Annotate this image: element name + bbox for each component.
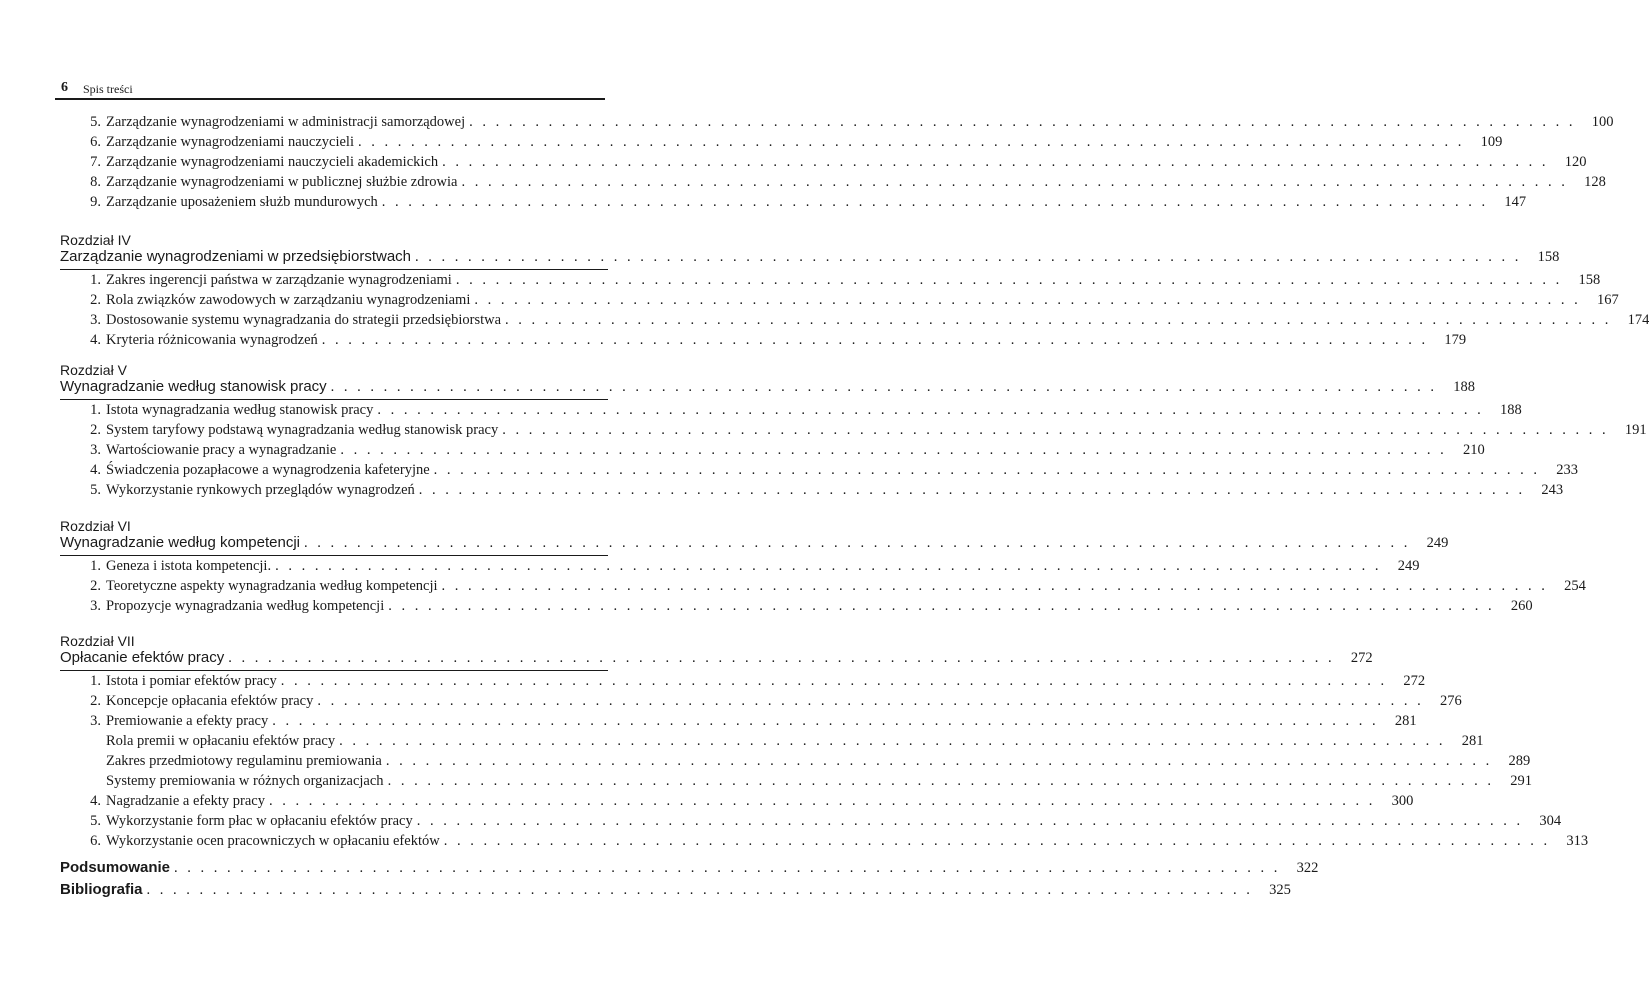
dot-leader: . . . . . . . . . . . . . . . . . . . . . . . . . . . . . . . . . . . . . . . . . . . . . . . . . . . . . . . . . . . . . . . . . . . . . . . . . . . . . . . . . . . .	[418, 482, 1526, 498]
entry-title: Istota wynagradzania według stanowisk pracy	[106, 402, 374, 418]
entry-page-number: 179	[1444, 332, 1467, 348]
entry-page-number: 174	[1627, 312, 1649, 328]
entry-page-number: 167	[1597, 292, 1619, 308]
entry-page-number: 243	[1541, 482, 1564, 498]
entry-title: Zarządzanie wynagrodzeniami nauczycieli akademickich	[106, 154, 439, 170]
dot-leader: . . . . . . . . . . . . . . . . . . . . . . . . . . . . . . . . . . . . . . . . . . . . . . . . . . . . . . . . . . . . . . . . . . . . . . . . . . . . . . . . . . . .	[280, 673, 1388, 689]
toc-entry	[60, 114, 1614, 134]
entry-number: 2.	[90, 292, 101, 308]
entry-title: Podsumowanie	[60, 859, 171, 876]
entry-number: 1.	[90, 402, 101, 418]
chapter-title-entry	[60, 534, 1449, 554]
dot-leader: . . . . . . . . . . . . . . . . . . . . . . . . . . . . . . . . . . . . . . . . . . . . . . . . . . . . . . . . . . . . . . . . . . . . . . . . . . . . . . . . . . . .	[442, 154, 1549, 170]
toc-entry	[60, 272, 1601, 292]
toc-entry	[60, 833, 1589, 853]
entry-page-number: 210	[1462, 442, 1485, 458]
entry-title: Systemy premiowania w różnych organizacjach	[106, 773, 384, 789]
toc-entry	[60, 693, 1462, 713]
entry-page-number: 325	[1269, 882, 1291, 898]
entry-page-number: 281	[1461, 733, 1484, 749]
entry-title: Propozycje wynagradzania według kompetencji	[106, 598, 385, 614]
dot-leader: . . . . . . . . . . . . . . . . . . . . . . . . . . . . . . . . . . . . . . . . . . . . . . . . . . . . . . . . . . . . . . . . . . . . . . . . . . . . . . . . . . . .	[433, 462, 1541, 478]
entry-page-number: 191	[1624, 422, 1647, 438]
toc-entry	[60, 292, 1619, 312]
entry-number: 4.	[90, 462, 101, 478]
entry-title: Geneza i istota kompetencji.	[106, 558, 272, 574]
toc-entry	[60, 773, 1532, 793]
dot-leader: . . . . . . . . . . . . . . . . . . . . . . . . . . . . . . . . . . . . . . . . . . . . . . . . . . . . . . . . . . . . . . . . . . . . . . . . . . . . . . . . . . . .	[330, 379, 1438, 395]
entry-title: Teoretyczne aspekty wynagradzania według kompetencji	[106, 578, 438, 594]
entry-title: Zarządzanie wynagrodzeniami w publicznej służbie zdrowia	[106, 174, 458, 190]
toc-entry	[60, 332, 1467, 352]
toc-entry	[60, 813, 1562, 833]
entry-number: 3.	[90, 442, 101, 458]
dot-leader: . . . . . . . . . . . . . . . . . . . . . . . . . . . . . . . . . . . . . . . . . . . . . . . . . . . . . . . . . . . . . . . . . . . . . . . . . . . . . . . . . . . .	[377, 402, 1484, 418]
chapter-title-entry	[60, 248, 1560, 268]
dot-leader: . . . . . . . . . . . . . . . . . . . . . . . . . . . . . . . . . . . . . . . . . . . . . . . . . . . . . . . . . . . . . . . . . . . . . . . . . . . . . . . . . . . .	[502, 422, 1609, 438]
dot-leader: . . . . . . . . . . . . . . . . . . . . . . . . . . . . . . . . . . . . . . . . . . . . . . . . . . . . . . . . . . . . . . . . . . . . . . . . . . . . . . . . . . . .	[443, 833, 1551, 849]
entry-page-number: 249	[1426, 535, 1449, 551]
entry-page-number: 188	[1499, 402, 1522, 418]
entry-page-number: 147	[1504, 194, 1527, 210]
entry-title: Wykorzystanie ocen pracowniczych w opłacaniu efektów	[106, 833, 440, 849]
entry-title: Bibliografia	[60, 881, 143, 898]
entry-title: Wartościowanie pracy a wynagradzanie	[106, 442, 337, 458]
entry-page-number: 100	[1591, 114, 1614, 130]
chapter-rule	[60, 670, 608, 671]
dot-leader: . . . . . . . . . . . . . . . . . . . . . . . . . . . . . . . . . . . . . . . . . . . . . . . . . . . . . . . . . . . . . . . . . . . . . . . . . . . . . . . . . . . .	[469, 114, 1576, 130]
entry-page-number: 158	[1578, 272, 1601, 288]
chapter-rule	[60, 269, 608, 270]
toc-entry	[60, 673, 1426, 693]
entry-title: Zakres przedmiotowy regulaminu premiowania	[106, 753, 382, 769]
toc-entry	[60, 402, 1522, 422]
entry-title: Zarządzanie wynagrodzeniami w przedsiębiorstwach	[60, 248, 411, 265]
dot-leader: . . . . . . . . . . . . . . . . . . . . . . . . . . . . . . . . . . . . . . . . . . . . . . . . . . . . . . . . . . . . . . . . . . . . . . . . . . . . . . . . . . . .	[321, 332, 1429, 348]
toc-entry	[60, 462, 1579, 482]
running-header	[55, 80, 607, 98]
chapter-label: Rozdział VII	[60, 633, 135, 649]
entry-number: 1.	[90, 558, 101, 574]
toc-entry	[60, 598, 1533, 618]
entry-number: 4.	[90, 332, 101, 348]
entry-number: 3.	[90, 598, 101, 614]
dot-leader: . . . . . . . . . . . . . . . . . . . . . . . . . . . . . . . . . . . . . . . . . . . . . . . . . . . . . . . . . . . . . . . . . . . . . . . . . . . . . . . . . . . .	[228, 650, 1335, 666]
header-rule	[55, 98, 605, 100]
toc-entry	[60, 194, 1527, 214]
toc-entry	[60, 312, 1649, 332]
entry-title: Opłacanie efektów pracy	[60, 649, 225, 666]
dot-leader: . . . . . . . . . . . . . . . . . . . . . . . . . . . . . . . . . . . . . . . . . . . . . . . . . . . . . . . . . . . . . . . . . . . . . . . . . . . . . . . . . . . .	[455, 272, 1563, 288]
dot-leader: . . . . . . . . . . . . . . . . . . . . . . . . . . . . . . . . . . . . . . . . . . . . . . . . . . . . . . . . . . . . . . . . . . . . . . . . . . . . . . . . . . . .	[385, 753, 1493, 769]
dot-leader: . . . . . . . . . . . . . . . . . . . . . . . . . . . . . . . . . . . . . . . . . . . . . . . . . . . . . . . . . . . . . . . . . . . . . . . . . . . . . . . . . . . .	[174, 860, 1281, 876]
toc-entry	[60, 134, 1503, 154]
entry-page-number: 300	[1391, 793, 1414, 809]
entry-number: 4.	[90, 793, 101, 809]
dot-leader: . . . . . . . . . . . . . . . . . . . . . . . . . . . . . . . . . . . . . . . . . . . . . . . . . . . . . . . . . . . . . . . . . . . . . . . . . . . . . . . . . . . .	[275, 558, 1382, 574]
entry-number: 2.	[90, 422, 101, 438]
entry-title: Wynagradzanie według stanowisk pracy	[60, 378, 327, 395]
entry-number: 3.	[90, 312, 101, 328]
toc-entry	[60, 793, 1414, 813]
entry-title: Zarządzanie uposażeniem służb mundurowych	[106, 194, 378, 210]
dot-leader: . . . . . . . . . . . . . . . . . . . . . . . . . . . . . . . . . . . . . . . . . . . . . . . . . . . . . . . . . . . . . . . . . . . . . . . . . . . . . . . . . . . .	[388, 598, 1495, 614]
entry-page-number: 276	[1439, 693, 1462, 709]
dot-leader: . . . . . . . . . . . . . . . . . . . . . . . . . . . . . . . . . . . . . . . . . . . . . . . . . . . . . . . . . . . . . . . . . . . . . . . . . . . . . . . . . . . .	[415, 249, 1522, 265]
toc-entry	[60, 154, 1587, 174]
entry-page-number: 322	[1296, 860, 1319, 876]
chapter-rule	[60, 399, 608, 400]
entry-number: 9.	[90, 194, 101, 210]
entry-number: 8.	[90, 174, 101, 190]
chapter-title-entry	[60, 378, 1476, 398]
entry-page-number: 281	[1394, 713, 1417, 729]
dot-leader: . . . . . . . . . . . . . . . . . . . . . . . . . . . . . . . . . . . . . . . . . . . . . . . . . . . . . . . . . . . . . . . . . . . . . . . . . . . . . . . . . . . .	[505, 312, 1612, 328]
entry-title: Wykorzystanie form płac w opłacaniu efektów pracy	[106, 813, 413, 829]
toc-entry	[60, 733, 1484, 753]
dot-leader: . . . . . . . . . . . . . . . . . . . . . . . . . . . . . . . . . . . . . . . . . . . . . . . . . . . . . . . . . . . . . . . . . . . . . . . . . . . . . . . . . . . .	[339, 733, 1446, 749]
entry-page-number: 188	[1453, 379, 1476, 395]
entry-page-number: 260	[1510, 598, 1533, 614]
running-title: Spis treści	[83, 82, 133, 96]
dot-leader: . . . . . . . . . . . . . . . . . . . . . . . . . . . . . . . . . . . . . . . . . . . . . . . . . . . . . . . . . . . . . . . . . . . . . . . . . . . . . . . . . . . .	[272, 713, 1379, 729]
dot-leader: . . . . . . . . . . . . . . . . . . . . . . . . . . . . . . . . . . . . . . . . . . . . . . . . . . . . . . . . . . . . . . . . . . . . . . . . . . . . . . . . . . . .	[441, 578, 1548, 594]
toc-entry	[60, 578, 1586, 598]
entry-page-number: 289	[1508, 753, 1531, 769]
page-number: 6	[61, 80, 68, 95]
back-matter-entry	[60, 859, 1319, 879]
entry-number: 7.	[90, 154, 101, 170]
entry-title: Wykorzystanie rynkowych przeglądów wynagrodzeń	[106, 482, 415, 498]
entry-page-number: 233	[1556, 462, 1579, 478]
entry-page-number: 158	[1537, 249, 1560, 265]
toc-entry	[60, 442, 1485, 462]
entry-title: Rola związków zawodowych w zarządzaniu wynagrodzeniami	[106, 292, 471, 308]
toc-entry	[60, 753, 1531, 773]
entry-number: 1.	[90, 673, 101, 689]
dot-leader: . . . . . . . . . . . . . . . . . . . . . . . . . . . . . . . . . . . . . . . . . . . . . . . . . . . . . . . . . . . . . . . . . . . . . . . . . . . . . . . . . . . .	[146, 882, 1253, 898]
dot-leader: . . . . . . . . . . . . . . . . . . . . . . . . . . . . . . . . . . . . . . . . . . . . . . . . . . . . . . . . . . . . . . . . . . . . . . . . . . . . . . . . . . . .	[416, 813, 1524, 829]
chapter-label: Rozdział VI	[60, 518, 131, 534]
entry-title: Zakres ingerencji państwa w zarządzanie wynagrodzeniami	[106, 272, 452, 288]
toc-entry	[60, 174, 1606, 194]
entry-page-number: 313	[1566, 833, 1589, 849]
toc-entry	[60, 558, 1420, 578]
dot-leader: . . . . . . . . . . . . . . . . . . . . . . . . . . . . . . . . . . . . . . . . . . . . . . . . . . . . . . . . . . . . . . . . . . . . . . . . . . . . . . . . . . . .	[357, 134, 1465, 150]
entry-title: Nagradzanie a efekty pracy	[106, 793, 265, 809]
entry-number: 1.	[90, 272, 101, 288]
entry-number: 3.	[90, 713, 101, 729]
entry-title: Zarządzanie wynagrodzeniami nauczycieli	[106, 134, 354, 150]
dot-leader: . . . . . . . . . . . . . . . . . . . . . . . . . . . . . . . . . . . . . . . . . . . . . . . . . . . . . . . . . . . . . . . . . . . . . . . . . . . . . . . . . . . .	[474, 292, 1581, 308]
toc-entry	[60, 713, 1417, 733]
entry-title: Kryteria różnicowania wynagrodzeń	[106, 332, 318, 348]
dot-leader: . . . . . . . . . . . . . . . . . . . . . . . . . . . . . . . . . . . . . . . . . . . . . . . . . . . . . . . . . . . . . . . . . . . . . . . . . . . . . . . . . . . .	[387, 773, 1494, 789]
entry-page-number: 272	[1403, 673, 1426, 689]
entry-title: System taryfowy podstawą wynagradzania według stanowisk pracy	[106, 422, 499, 438]
dot-leader: . . . . . . . . . . . . . . . . . . . . . . . . . . . . . . . . . . . . . . . . . . . . . . . . . . . . . . . . . . . . . . . . . . . . . . . . . . . . . . . . . . . .	[269, 793, 1376, 809]
chapter-label: Rozdział V	[60, 362, 127, 378]
toc-entry	[60, 482, 1564, 502]
entry-title: Koncepcje opłacania efektów pracy	[106, 693, 314, 709]
entry-title: Rola premii w opłacaniu efektów pracy	[106, 733, 336, 749]
entry-number: 6.	[90, 134, 101, 150]
entry-title: Wynagradzanie według kompetencji	[60, 534, 300, 551]
entry-title: Zarządzanie wynagrodzeniami w administracji samorządowej	[106, 114, 466, 130]
toc-entry	[60, 422, 1647, 442]
entry-page-number: 304	[1539, 813, 1562, 829]
back-matter-entry	[60, 881, 1291, 901]
entry-page-number: 272	[1350, 650, 1373, 666]
entry-number: 5.	[90, 114, 101, 130]
entry-title: Premiowanie a efekty pracy	[106, 713, 269, 729]
entry-title: Istota i pomiar efektów pracy	[106, 673, 277, 689]
entry-number: 5.	[90, 482, 101, 498]
entry-page-number: 254	[1564, 578, 1586, 594]
dot-leader: . . . . . . . . . . . . . . . . . . . . . . . . . . . . . . . . . . . . . . . . . . . . . . . . . . . . . . . . . . . . . . . . . . . . . . . . . . . . . . . . . . . .	[461, 174, 1568, 190]
dot-leader: . . . . . . . . . . . . . . . . . . . . . . . . . . . . . . . . . . . . . . . . . . . . . . . . . . . . . . . . . . . . . . . . . . . . . . . . . . . . . . . . . . . .	[317, 693, 1424, 709]
entry-number: 5.	[90, 813, 101, 829]
chapter-label: Rozdział IV	[60, 232, 131, 248]
entry-title: Dostosowanie systemu wynagradzania do strategii przedsiębiorstwa	[106, 312, 502, 328]
entry-number: 2.	[90, 693, 101, 709]
entry-number: 2.	[90, 578, 101, 594]
entry-title: Świadczenia pozapłacowe a wynagrodzenia kafeteryjne	[106, 462, 430, 478]
entry-number: 6.	[90, 833, 101, 849]
entry-page-number: 291	[1510, 773, 1532, 789]
chapter-title-entry	[60, 649, 1373, 669]
chapter-rule	[60, 555, 608, 556]
entry-page-number: 128	[1584, 174, 1606, 190]
dot-leader: . . . . . . . . . . . . . . . . . . . . . . . . . . . . . . . . . . . . . . . . . . . . . . . . . . . . . . . . . . . . . . . . . . . . . . . . . . . . . . . . . . . .	[340, 442, 1447, 458]
dot-leader: . . . . . . . . . . . . . . . . . . . . . . . . . . . . . . . . . . . . . . . . . . . . . . . . . . . . . . . . . . . . . . . . . . . . . . . . . . . . . . . . . . . .	[381, 194, 1489, 210]
entry-page-number: 109	[1480, 134, 1503, 150]
dot-leader: . . . . . . . . . . . . . . . . . . . . . . . . . . . . . . . . . . . . . . . . . . . . . . . . . . . . . . . . . . . . . . . . . . . . . . . . . . . . . . . . . . . .	[304, 535, 1411, 551]
entry-page-number: 249	[1397, 558, 1420, 574]
entry-page-number: 120	[1564, 154, 1587, 170]
